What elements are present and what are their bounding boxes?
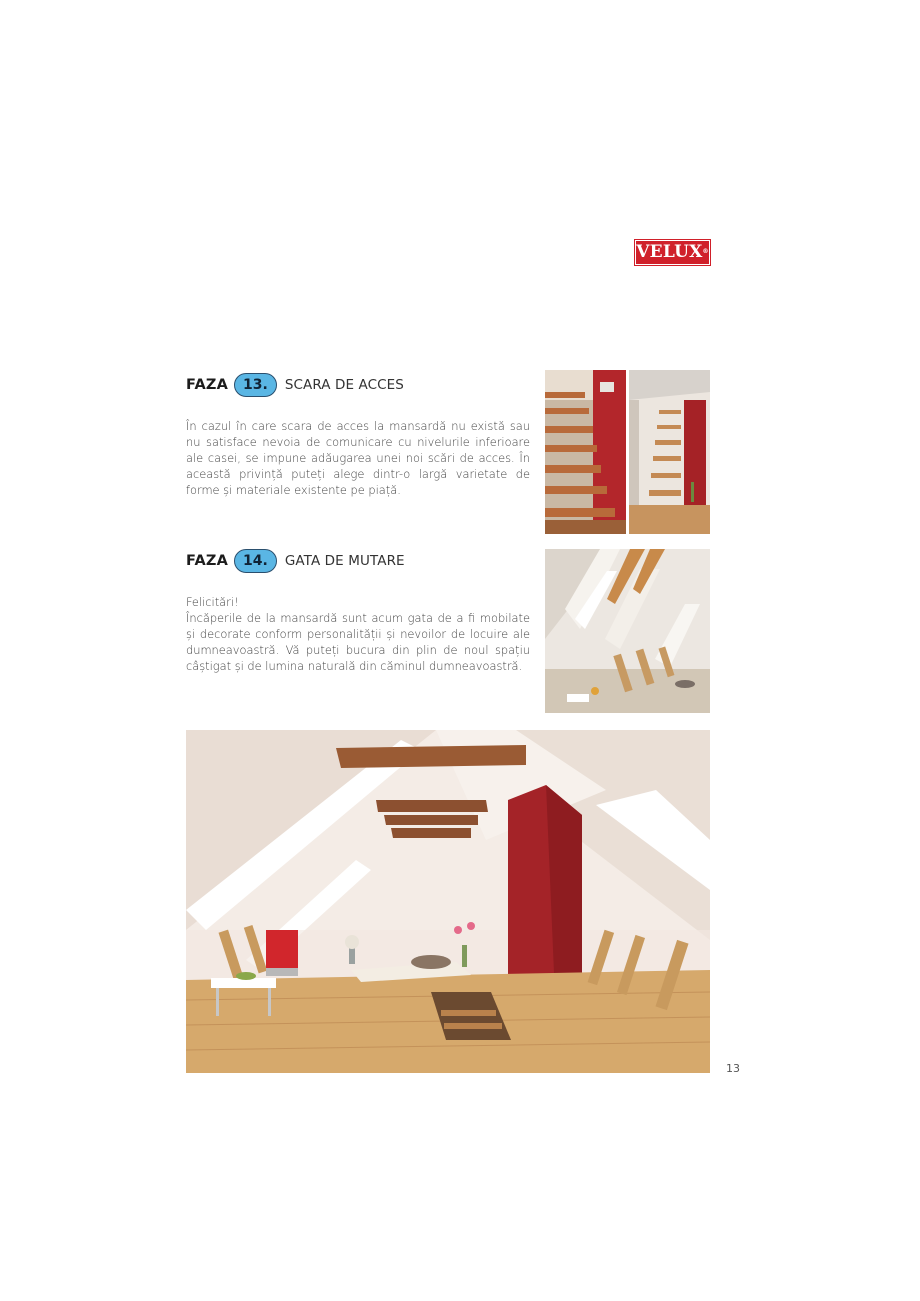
phase-title: GATA DE MUTARE xyxy=(284,553,405,569)
staircase-photo-left xyxy=(545,370,626,534)
phase-label: FAZA xyxy=(186,553,228,569)
phase-14-heading xyxy=(186,548,405,574)
staircase-photo-right xyxy=(629,370,710,534)
velux-logo: VELUX® xyxy=(635,240,710,265)
attic-windows-photo xyxy=(545,549,710,713)
page-number: 13 xyxy=(726,1062,740,1075)
phase-number-badge: 13. xyxy=(234,373,277,397)
phase-13-text: În cazul în care scara de acces la mansardă nu există sau nu satisface nevoia de comunicare cu nivelurile inferioare ale casei, se impune adăugarea unei noi scări de acces. În această privință puteți alege dintr-o largă varietate de forme și materiale existente pe piață. xyxy=(186,419,530,497)
finished-attic-photo xyxy=(186,730,710,1073)
phase-14-text: Felicitări! Încăperile de la mansardă sunt acum gata de a fi mobilate și decorate conform personalității și nevoilor de locuire ale dumneavoastră. Vă puteți bucura din plin de noul spațiu câștigat și de lumina naturală din căminul dumneavoastră. xyxy=(186,595,530,673)
phase-13-heading xyxy=(186,372,404,398)
phase-number-badge: 14. xyxy=(234,549,277,573)
phase-title: SCARA DE ACCES xyxy=(284,377,404,393)
phase-label: FAZA xyxy=(186,377,228,393)
